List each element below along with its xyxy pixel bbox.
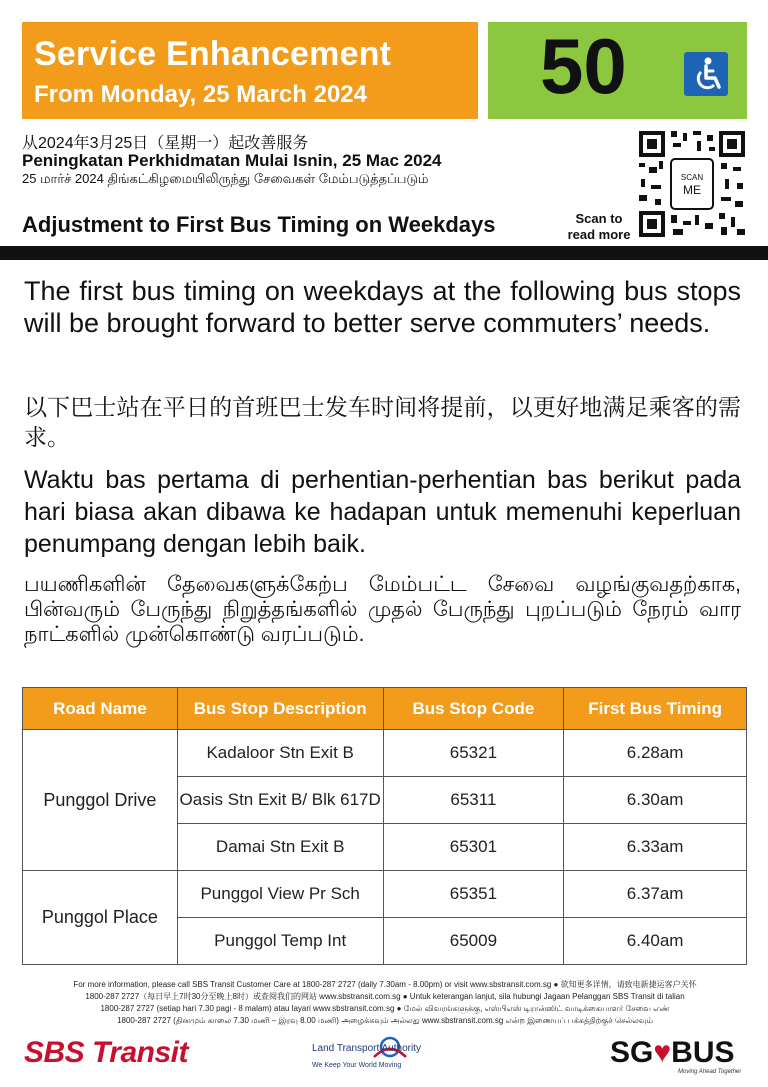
table-header-row: [23, 688, 747, 730]
stop-description-cell: Damai Stn Exit B: [177, 824, 383, 871]
stop-code-cell: 65311: [383, 777, 564, 824]
col-road-name: Road Name: [23, 688, 178, 730]
sbs-transit-logo: SBS Transit: [24, 1036, 188, 1069]
subtitle-english: Adjustment to First Bus Timing on Weekdays: [22, 212, 496, 237]
road-name-cell: Punggol Drive: [23, 730, 178, 871]
col-bus-stop-code: Bus Stop Code: [383, 688, 564, 730]
bus-stop-table: [22, 687, 747, 965]
road-name-cell: Punggol Place: [23, 871, 178, 965]
body-chinese: 以下巴士站在平日的首班巴士发车时间将提前，以更好地满足乘客的需求。: [24, 394, 741, 450]
body-tamil: பயணிகளின் தேவைகளுக்கேற்ப மேம்பட்ட சேவை வழங்குவதற்காக, பின்வரும் பேருந்து நிறுத்தங்களில் முதல் பேருந்து புறப்படும் நேரம் வார நாட்களில் முன்கொண்டு வரப்படும்.: [24, 573, 741, 646]
header-divider: [0, 246, 768, 260]
body-malay: Waktu bas pertama di perhentian-perhentian bas berikut pada hari biasa akan dibawa ke hadapan untuk memenuhi keperluan penumpang dengan lebih baik.: [24, 466, 741, 558]
qr-scan-badge: SCAN ME: [680, 173, 704, 197]
footer-line: 1800-287 2727 (தினமும் காலை 7.30 மணி – இரவு 8.00 மணி) அழைக்கவும் அல்லது www.sbstransit.com.sg என்ற இணையப் பக்கத்திற்குச் செல்லவும்: [117, 1016, 653, 1025]
footer-line: For more information, please call SBS Transit Customer Care at 1800-287 2727 (daily 7.30am - 8.00pm) or visit www.sbstransit.com.sg ● 欲知更多详情，请致电新捷运客户关怀: [73, 980, 697, 989]
subtitle-chinese: 从2024年3月25日（星期一）起改善服务: [22, 135, 309, 152]
stop-description-cell: Punggol View Pr Sch: [177, 871, 383, 918]
first-bus-timing-cell: 6.37am: [564, 871, 747, 918]
stop-description-cell: Oasis Stn Exit B/ Blk 617D: [177, 777, 383, 824]
stop-code-cell: 65301: [383, 824, 564, 871]
header-banner: [22, 22, 478, 119]
first-bus-timing-cell: 6.30am: [564, 777, 747, 824]
stop-code-cell: 65009: [383, 918, 564, 965]
footer-contact-info: [40, 979, 730, 1027]
scan-caption: Scan to read more: [567, 211, 631, 243]
stop-description-cell: Punggol Temp Int: [177, 918, 383, 965]
footer-line: 1800-287 2727 (setiap hari 7.30 pagi - 8 malam) atau layari www.sbstransit.com.sg ● மேல் விவரங்களுக்கு, எஸ்பிஎஸ் டிரான்ஸிட் வாடிக்கையாளர் சேவை எண்: [100, 1004, 670, 1013]
subtitle-tamil: 25 மார்ச் 2024 திங்கட்கிழமையிலிருந்து சேவைகள் மேம்படுத்தப்படும்: [22, 171, 429, 186]
col-bus-stop-description: Bus Stop Description: [177, 688, 383, 730]
col-first-bus-timing: First Bus Timing: [564, 688, 747, 730]
stop-code-cell: 65351: [383, 871, 564, 918]
service-number: 50: [540, 22, 627, 110]
lta-logo: Land Transport Authority We Keep Your World Moving: [310, 1035, 455, 1075]
sgbus-tagline: Moving Ahead Together: [678, 1069, 742, 1075]
stop-code-cell: 65321: [383, 730, 564, 777]
footer-line: 1800-287 2727（每日早上7时30分至晚上8时）或查阅我们的网站 www.sbstransit.com.sg ● Untuk keterangan lanjut, sila hubungi Jagaan Pelanggan SBS Transit di talian: [85, 992, 685, 1001]
body-english: The first bus timing on weekdays at the following bus stops will be brought forward to better serve commuters’ needs.: [24, 276, 741, 338]
table-row: [23, 730, 747, 777]
page-title: Service Enhancement: [34, 35, 392, 73]
first-bus-timing-cell: 6.33am: [564, 824, 747, 871]
sgbus-logo: SG♥BUS: [610, 1036, 735, 1069]
effective-date: From Monday, 25 March 2024: [34, 81, 367, 108]
table-row: [23, 871, 747, 918]
stop-description-cell: Kadaloor Stn Exit B: [177, 730, 383, 777]
qr-code[interactable]: [637, 129, 747, 239]
heart-icon: ♥: [653, 1036, 672, 1069]
first-bus-timing-cell: 6.28am: [564, 730, 747, 777]
wheelchair-icon: [684, 52, 728, 96]
subtitle-malay: Peningkatan Perkhidmatan Mulai Isnin, 25 Mac 2024: [22, 151, 442, 170]
first-bus-timing-cell: 6.40am: [564, 918, 747, 965]
service-number-panel: [488, 22, 747, 119]
